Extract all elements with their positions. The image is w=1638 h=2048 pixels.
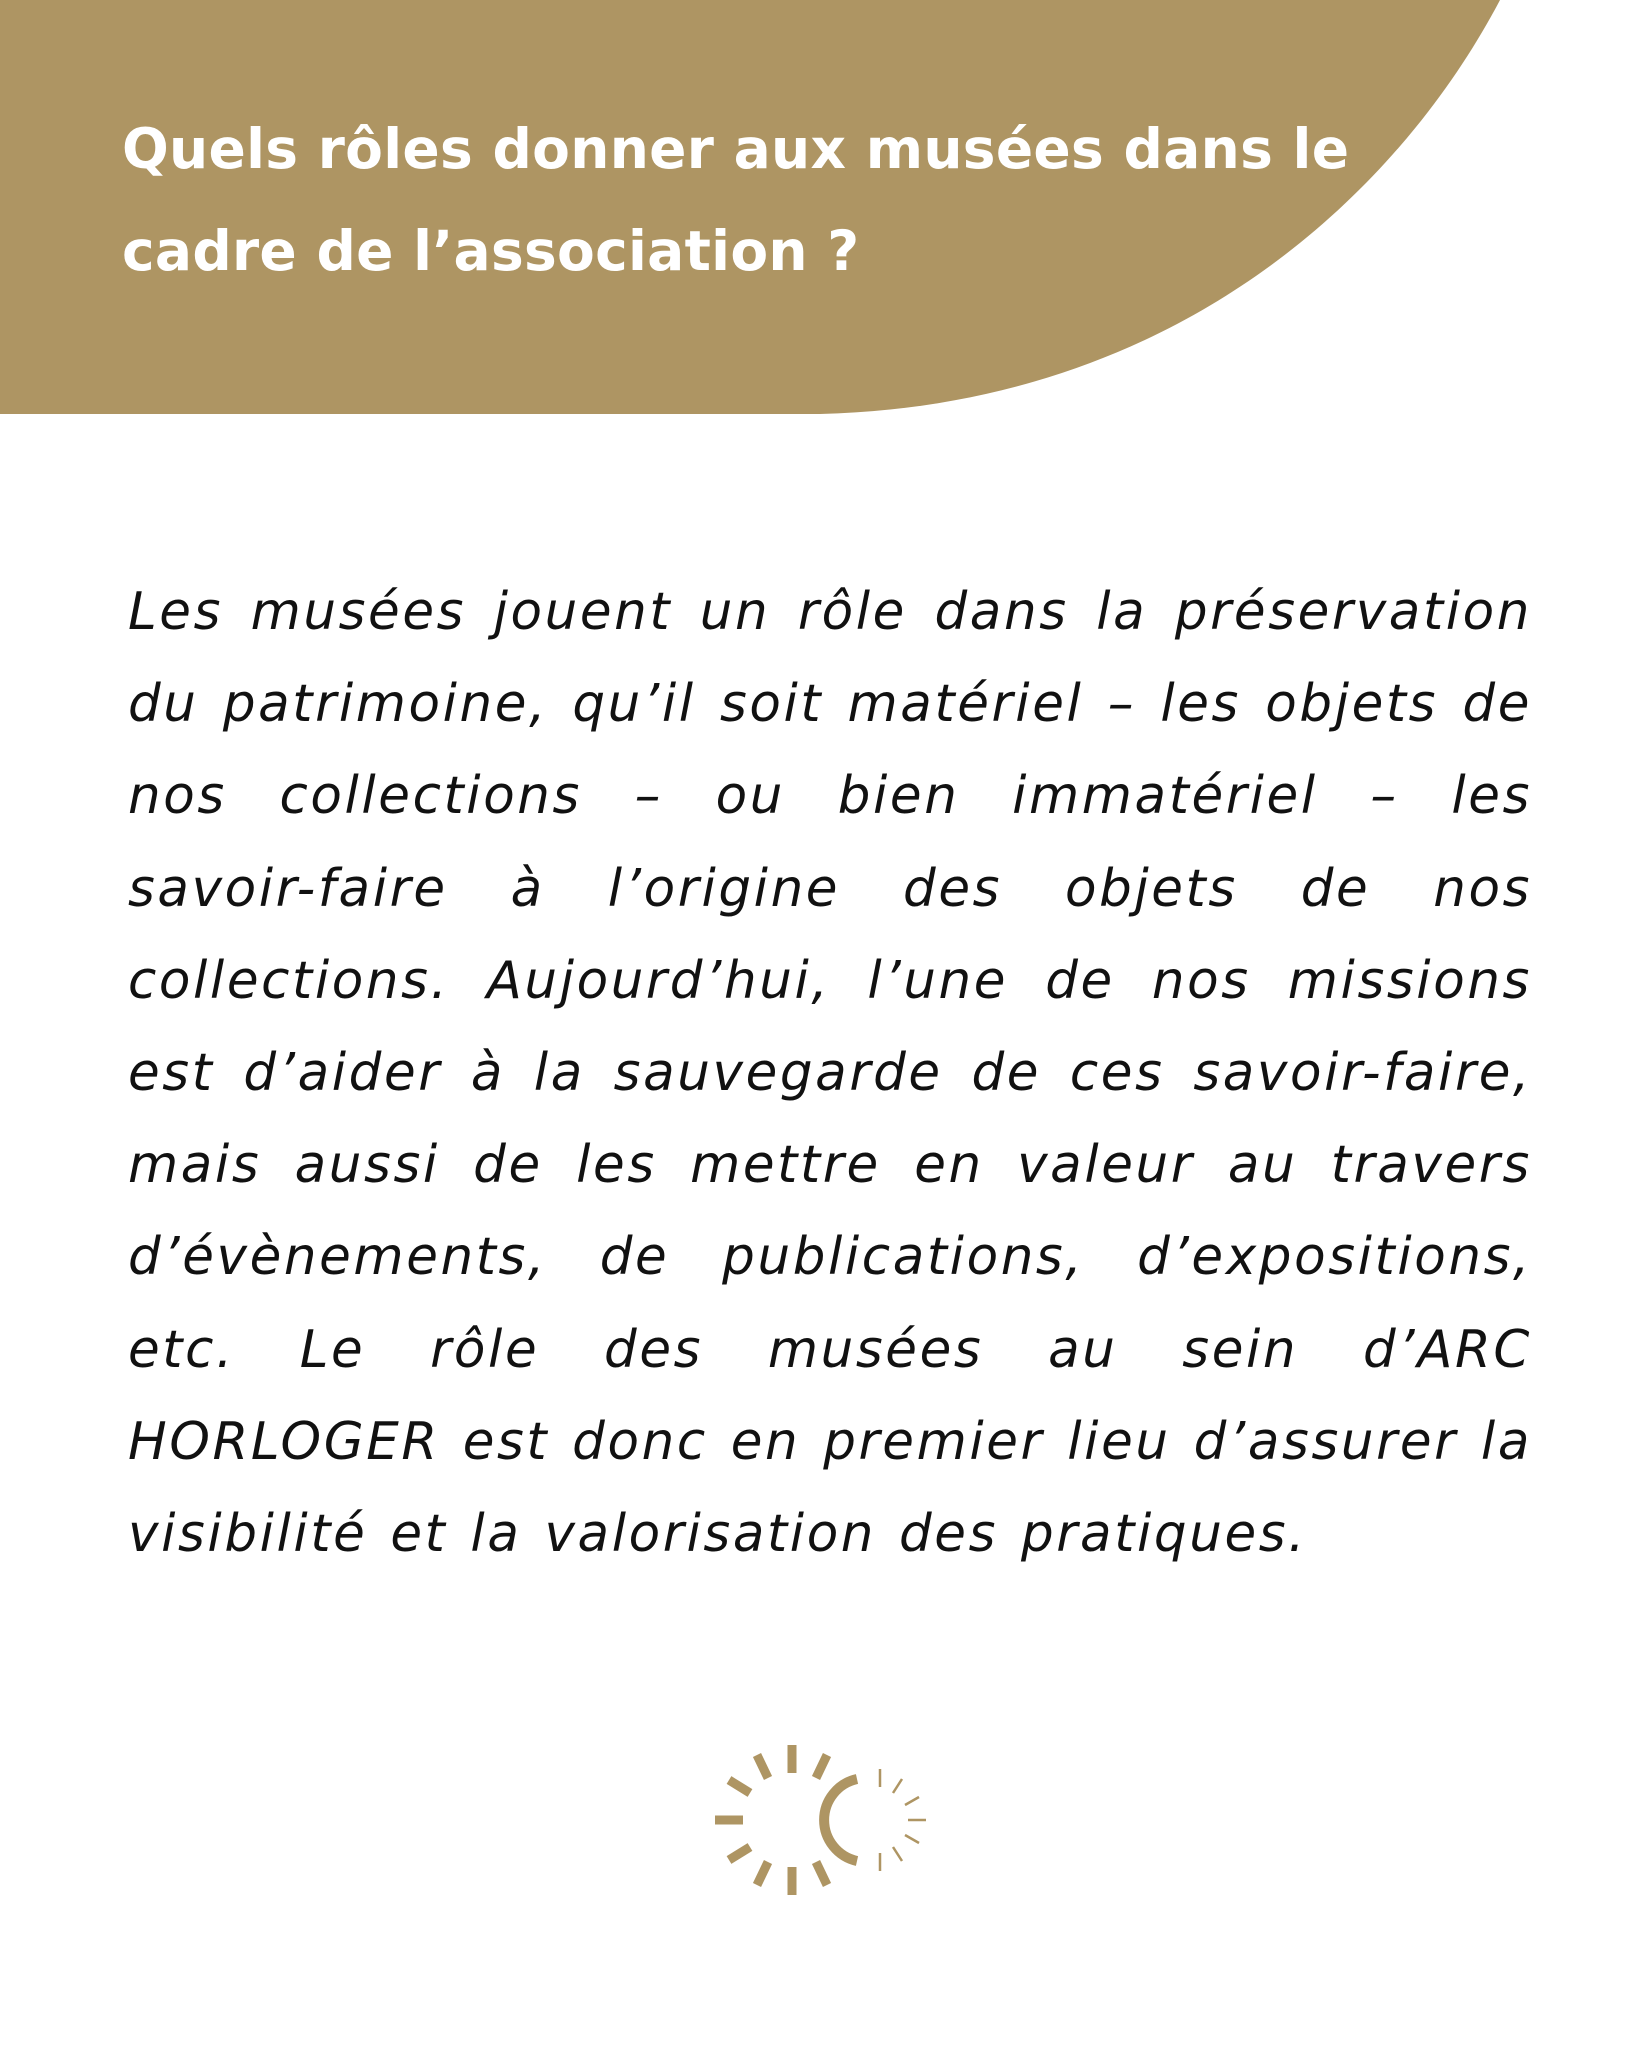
- right-rays: [880, 1769, 926, 1871]
- sun-rays-logo-icon: [705, 1735, 945, 1905]
- body-paragraph: Les musées jouent un rôle dans la préservation du patrimoine, qu’il soit matériel – les objets de nos collections – ou bien immatériel – les savoir-faire à l’origine des objets de nos collections. Aujourd’hui, l’une de nos missions est d’aider à la sauvegarde de ces savoir-faire, mais aussi de les mettre en valeur au travers d’évènements, de publications, d’expositions, etc. Le rôle des musées au sein d’ARC HORLOGER est donc en premier lieu d’assurer la visibilité et la valorisation des pratiques.: [128, 582, 1532, 1565]
- left-rays: [715, 1745, 827, 1895]
- crescent-mark: [824, 1779, 857, 1861]
- page-title: Quels rôles donner aux musées dans le cadre de l’association ?: [122, 117, 1350, 283]
